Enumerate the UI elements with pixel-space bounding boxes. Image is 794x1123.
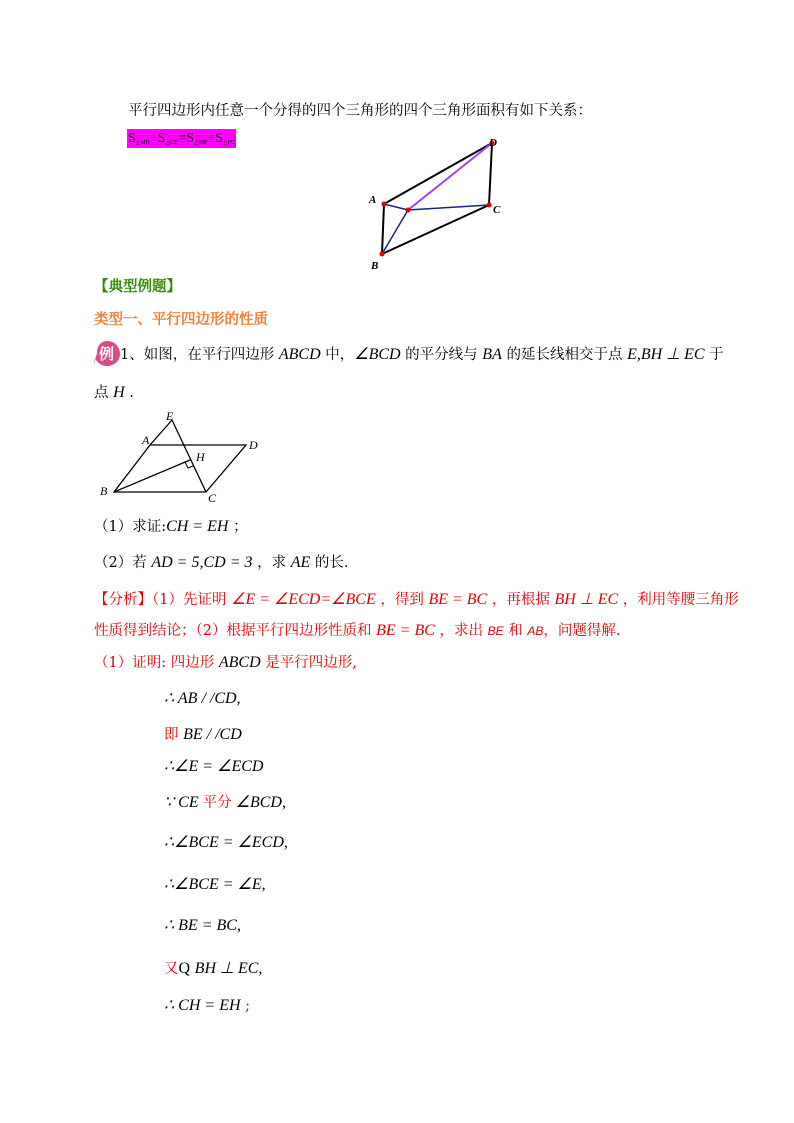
label-d: D	[249, 438, 258, 452]
label-c: C	[208, 491, 217, 505]
point-a	[382, 202, 387, 207]
problem-line-1: 1、如图，在平行四边形 ABCD 中，∠BCD 的平分线与 BA 的延长线相交于点 E,BH ⊥ EC 于	[120, 346, 724, 363]
example-badge-label: 例	[99, 345, 115, 363]
proof-step-3: ∴∠E = ∠ECD	[164, 758, 264, 775]
point-c	[487, 203, 492, 208]
problem-line-2: 点 H .	[94, 384, 134, 401]
type-heading: 类型一、平行四边形的性质	[94, 311, 268, 328]
segment-ap	[384, 204, 408, 210]
segment-ae	[150, 420, 172, 445]
point-p	[406, 208, 411, 213]
label-h: H	[196, 450, 205, 464]
question-2: （2）若 AD = 5,CD = 3 ，求 AE 的长.	[94, 554, 349, 571]
intro-text: 平行四边形内任意一个分得的四个三角形的四个三角形面积有如下关系：	[128, 103, 592, 119]
proof-intro: （1）证明: 四边形 ABCD 是平行四边形,	[94, 654, 357, 671]
parallelogram-abcd	[114, 445, 246, 492]
area-formula: $S_{\triangle MB}+S_{\triangle CD}=S_{\triangle MP}+S_{\triangle PC}$	[128, 131, 236, 146]
parallelogram-figure-1	[360, 130, 520, 280]
parallelogram-figure-2	[94, 408, 264, 506]
label-b: B	[100, 484, 108, 498]
label-e: E	[166, 409, 174, 423]
label-a: A	[142, 433, 150, 447]
label-c: C	[493, 204, 501, 216]
section-heading: 【典型例题】	[94, 278, 181, 295]
point-b	[380, 252, 385, 257]
segment-pc	[408, 205, 489, 210]
example-badge	[93, 339, 121, 367]
segment-pd	[408, 143, 492, 210]
proof-step-9: ∴ CH = EH ;	[164, 997, 251, 1014]
proof-step-8: 又Q BH ⊥ EC,	[164, 960, 263, 977]
label-a: A	[369, 194, 377, 206]
proof-step-1: ∴ AB / /CD,	[164, 690, 241, 707]
proof-step-2: 即 BE / /CD	[164, 726, 242, 743]
proof-step-4: ∵ CE 平分 ∠BCD,	[164, 794, 286, 811]
analysis-line-1: 【分析】（1）先证明 ∠E = ∠ECD=∠BCE ，得到 BE = BC ，再根据 BH ⊥ EC ，利用等腰三角形	[94, 591, 739, 608]
proof-step-6: ∴∠BCE = ∠E,	[164, 876, 266, 893]
label-b: B	[371, 260, 379, 272]
proof-step-7: ∴ BE = BC,	[164, 917, 241, 934]
label-d: D	[489, 137, 497, 149]
segment-bh	[114, 460, 190, 492]
parallelogram-outline	[382, 143, 492, 254]
analysis-line-2: 性质得到结论；（2）根据平行四边形性质和 BE = BC ，求出 BE 和 AB，问题得解.	[94, 622, 621, 639]
question-1: （1）求证:CH = EH ；	[94, 518, 248, 535]
proof-step-5: ∴∠BCE = ∠ECD,	[164, 834, 288, 851]
